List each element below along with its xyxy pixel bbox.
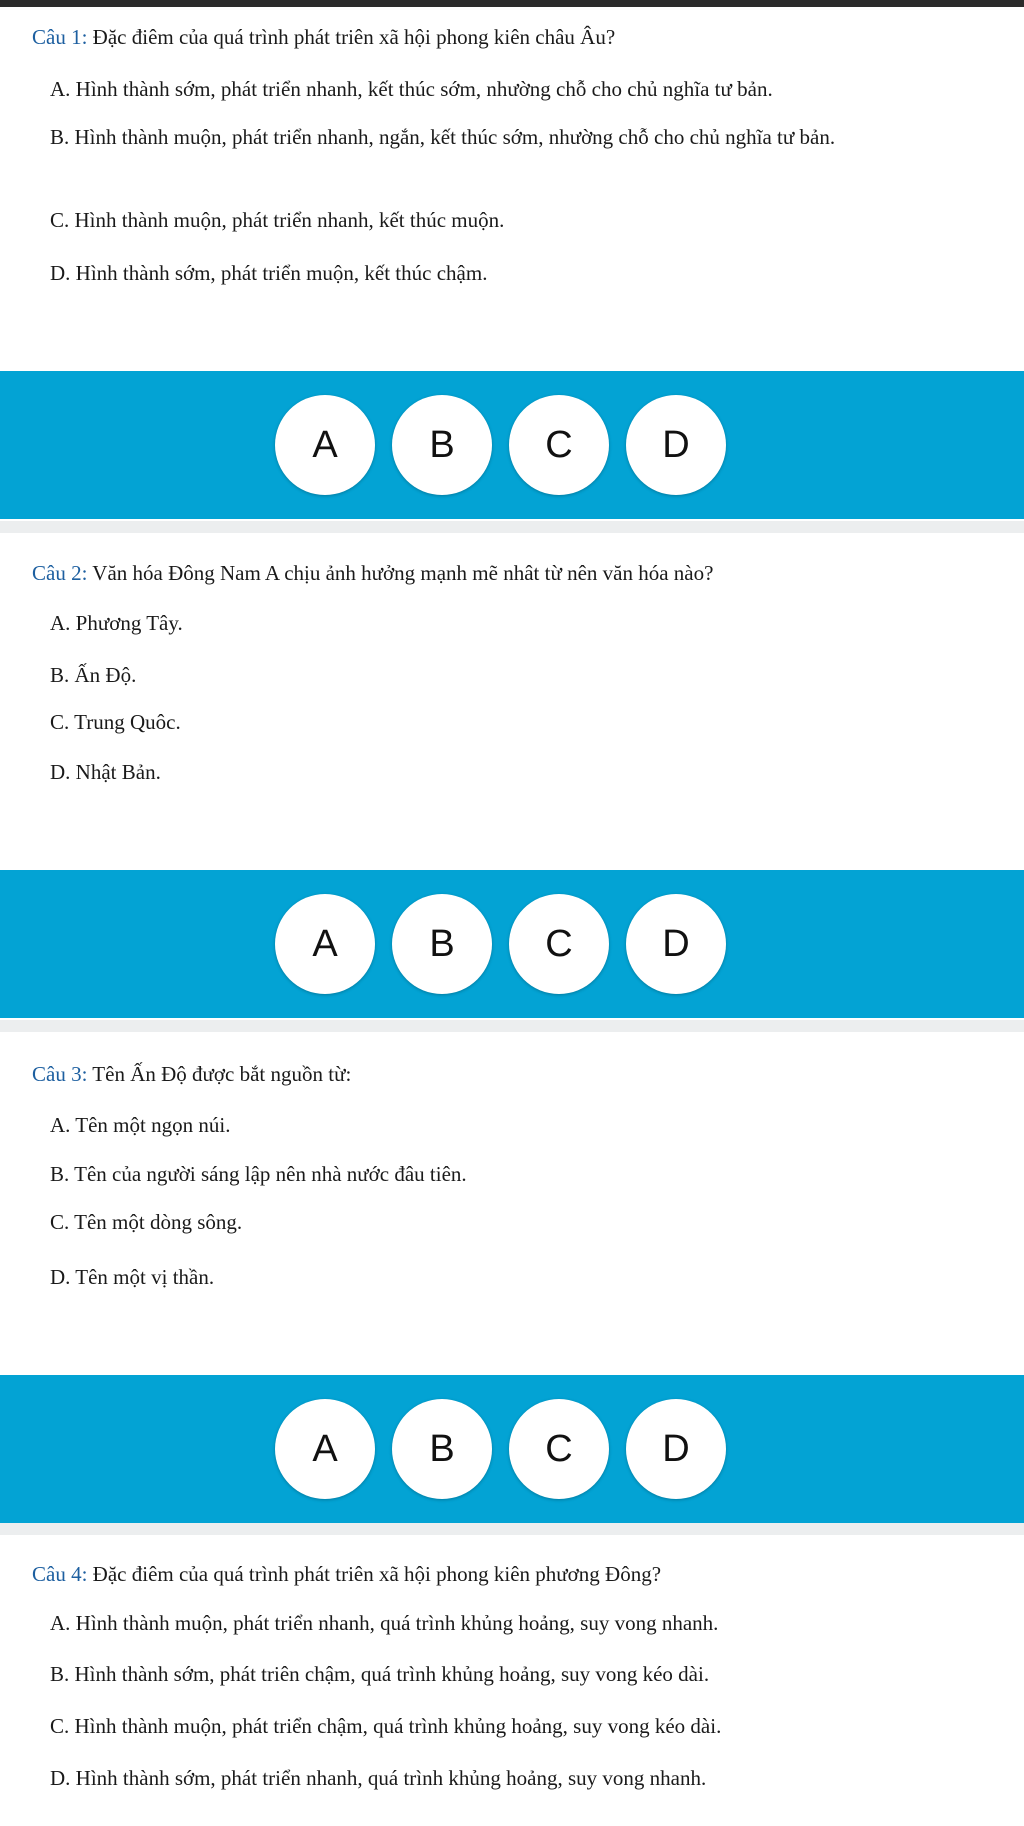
section-divider [0,521,1024,533]
option-b[interactable]: B. Ấn Độ. [50,663,137,687]
answer-button-b[interactable]: B [392,894,492,994]
question-text: Văn hóa Đông Nam A chịu ảnh hưởng mạnh mẽ nhât từ nên văn hóa nào? [92,561,714,585]
option-c[interactable]: C. Tên một dòng sông. [50,1210,243,1234]
answer-bar-3 [0,1375,1024,1523]
option-c[interactable]: C. Hình thành muộn, phát triển nhanh, kết thúc muộn. [50,208,505,232]
option-a[interactable]: A. Hình thành muộn, phát triển nhanh, quá trình khủng hoảng, suy vong nhanh. [50,1611,719,1635]
question-text: Tên Ấn Độ được bắt nguồn từ: [92,1062,352,1086]
answer-button-b[interactable]: B [392,1399,492,1499]
answer-button-c[interactable]: C [509,894,609,994]
answer-button-d[interactable]: D [626,1399,726,1499]
option-b[interactable]: B. Tên của người sáng lập nên nhà nước đâu tiên. [50,1162,467,1186]
option-a[interactable]: A. Tên một ngọn núi. [50,1113,231,1137]
top-strip [0,0,1024,7]
question-title [32,560,713,586]
section-divider [0,1020,1024,1032]
question-number: Câu 4: [32,1562,88,1586]
option-a[interactable]: A. Hình thành sớm, phát triển nhanh, kết thúc sớm, nhường chỗ cho chủ nghĩa tư bản. [50,77,773,101]
question-title [32,24,615,50]
question-title [32,1061,351,1087]
answer-button-d[interactable]: D [626,894,726,994]
option-d[interactable]: D. Nhật Bản. [50,760,161,784]
answer-button-a[interactable]: A [275,1399,375,1499]
answer-bar-2 [0,870,1024,1018]
answer-button-c[interactable]: C [509,1399,609,1499]
answer-bar-1 [0,371,1024,519]
option-a[interactable]: A. Phương Tây. [50,611,183,635]
option-b[interactable]: B. Hình thành sớm, phát triên chậm, quá trình khủng hoảng, suy vong kéo dài. [50,1662,710,1686]
option-c[interactable]: C. Trung Quôc. [50,710,181,734]
option-c[interactable]: C. Hình thành muộn, phát triển chậm, quá trình khủng hoảng, suy vong kéo dài. [50,1714,722,1738]
option-d[interactable]: D. Hình thành sớm, phát triển nhanh, quá trình khủng hoảng, suy vong nhanh. [50,1766,707,1790]
question-number: Câu 3: [32,1062,88,1086]
answer-button-d[interactable]: D [626,395,726,495]
question-text: Đặc điêm của quá trình phát triên xã hội phong kiên châu Âu? [92,25,616,49]
option-d[interactable]: D. Tên một vị thần. [50,1265,215,1289]
option-b[interactable]: B. Hình thành muộn, phát triển nhanh, ngắn, kết thúc sớm, nhường chỗ cho chủ nghĩa tư bản. [50,125,836,149]
section-divider [0,1523,1024,1535]
question-number: Câu 2: [32,561,88,585]
answer-button-a[interactable]: A [275,894,375,994]
answer-button-b[interactable]: B [392,395,492,495]
answer-button-c[interactable]: C [509,395,609,495]
option-d[interactable]: D. Hình thành sớm, phát triển muộn, kết thúc chậm. [50,261,488,285]
answer-button-a[interactable]: A [275,395,375,495]
question-title [32,1561,661,1587]
question-text: Đặc điêm của quá trình phát triên xã hội phong kiên phương Đông? [92,1562,662,1586]
question-number: Câu 1: [32,25,88,49]
